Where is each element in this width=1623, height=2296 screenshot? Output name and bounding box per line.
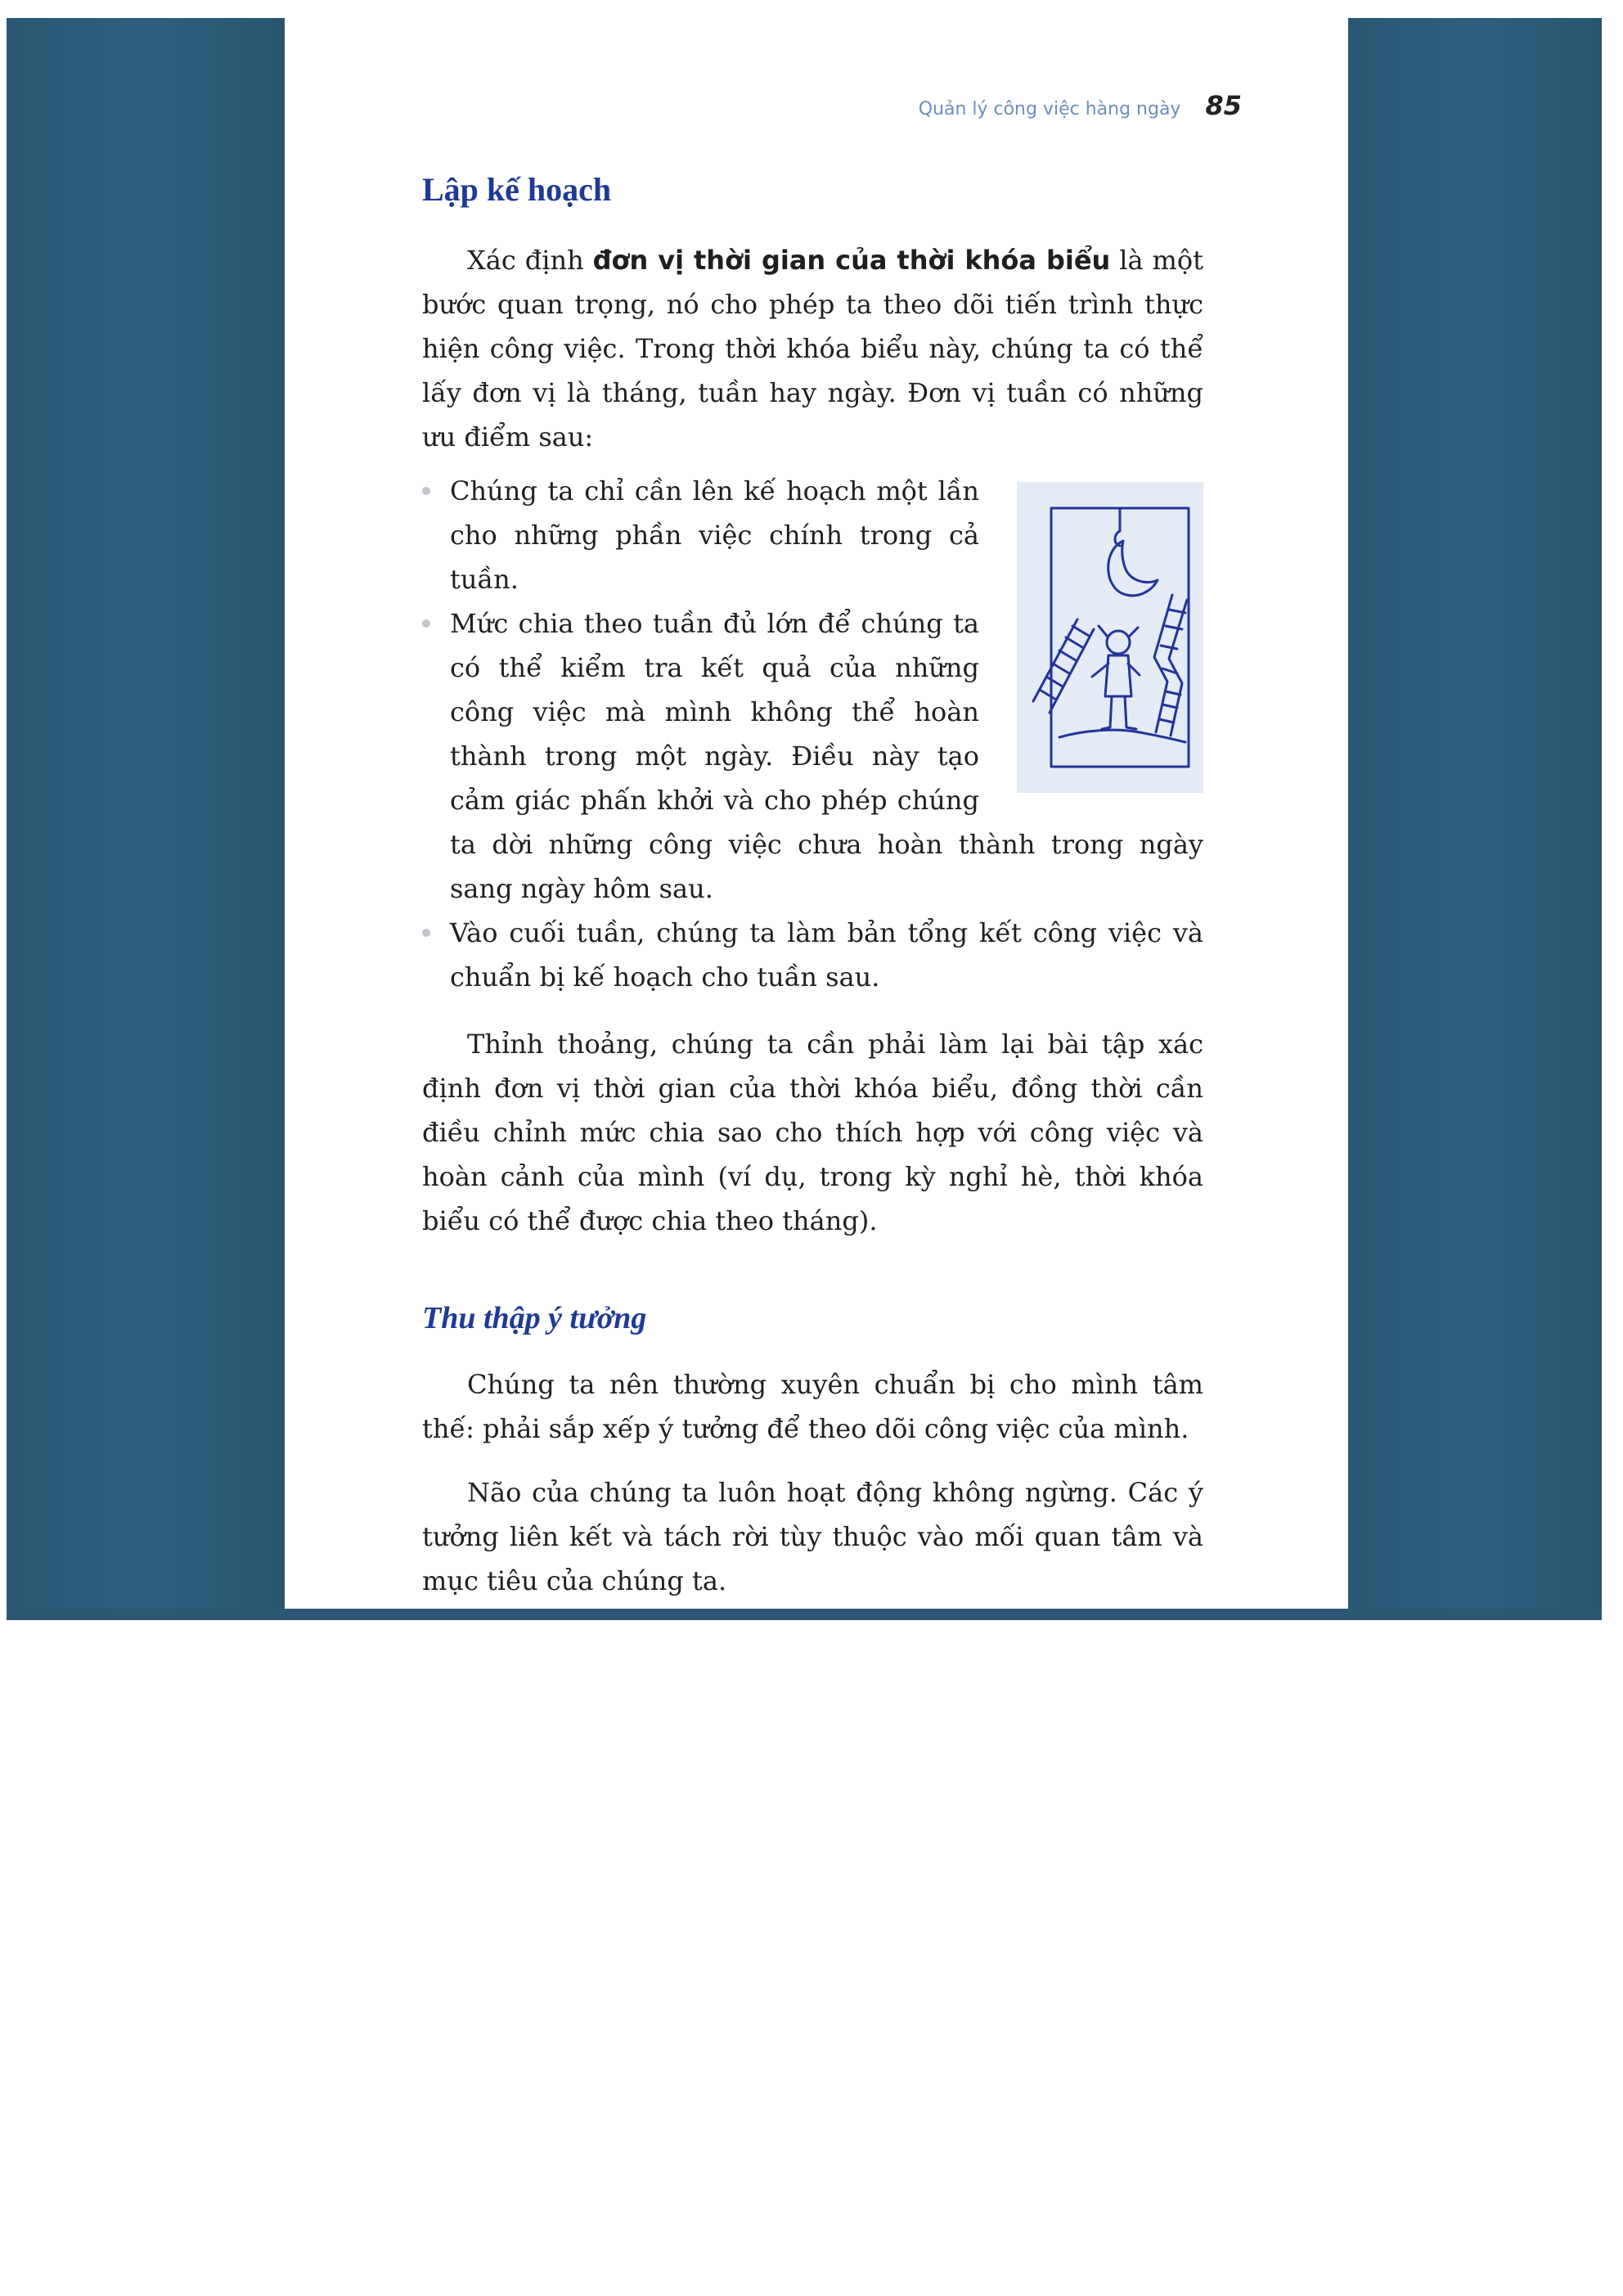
subsection-paragraph-2: Não của chúng ta luôn hoạt động không ngừng. Các ý tưởng liên kết và tách rời tùy thuộc vào mối quan tâm và mục tiêu của chúng ta. bbox=[422, 1477, 1203, 1596]
list-item bbox=[422, 469, 1203, 601]
subsection-title: Thu thập ý tưởng bbox=[422, 1301, 647, 1335]
section-title: Lập kế hoạch bbox=[422, 171, 612, 208]
bottom-background-strip bbox=[7, 1609, 1602, 1620]
section-paragraph-2: Thỉnh thoảng, chúng ta cần phải làm lại bài tập xác định đơn vị thời gian của thời khóa biểu, đồng thời cần điều chỉnh mức chia sao cho thích hợp với công việc và hoàn cảnh của mình (ví dụ, trong kỳ nghỉ hè, thời khóa biểu có thể được chia theo tháng). bbox=[422, 1029, 1203, 1236]
list-item bbox=[422, 601, 1203, 911]
bullet-dot-icon bbox=[422, 619, 430, 628]
list-item bbox=[422, 911, 1203, 999]
bullet-dot-icon bbox=[422, 487, 430, 495]
right-background-band bbox=[1348, 18, 1602, 1620]
list-item-text: Chúng ta chỉ cần lên kế hoạch một lần cho những phần việc chính trong cả tuần. bbox=[450, 475, 979, 595]
bullet-dot-icon bbox=[422, 929, 430, 937]
running-header bbox=[919, 90, 1242, 121]
intro-paragraph bbox=[422, 238, 1203, 459]
page-number: 85 bbox=[1205, 90, 1242, 121]
subsection-paragraph-1: Chúng ta nên thường xuyên chuẩn bị cho mình tâm thế: phải sắp xếp ý tưởng để theo dõi công việc của mình. bbox=[422, 1369, 1203, 1444]
page-content bbox=[422, 170, 1203, 1603]
bullet-block bbox=[422, 469, 1203, 999]
intro-text-after: là một bước quan trọng, nó cho phép ta theo dõi tiến trình thực hiện công việc. Trong thời khóa biểu này, chúng ta có thể lấy đơn vị là tháng, tuần hay ngày. Đơn vị tuần có những ưu điểm sau: bbox=[422, 245, 1204, 452]
list-item-text: Vào cuối tuần, chúng ta làm bản tổng kết công việc và chuẩn bị kế hoạch cho tuần sau. bbox=[450, 917, 1203, 993]
bullet-list bbox=[422, 469, 1203, 999]
left-background-band bbox=[7, 18, 285, 1620]
list-item-text: Mức chia theo tuần đủ lớn để chúng ta có thể kiểm tra kết quả của những công việc mà mình không thể hoàn thành trong một ngày. Điều này tạo cảm giác phấn khởi và cho phép chúng ta dời những công việc chưa hoàn thành trong ngày sang ngày hôm sau. bbox=[450, 608, 1203, 904]
intro-bold-term: đơn vị thời gian của thời khóa biểu bbox=[592, 245, 1111, 276]
book-page bbox=[285, 15, 1348, 1604]
running-title: Quản lý công việc hàng ngày bbox=[918, 99, 1181, 119]
intro-text-before: Xác định bbox=[467, 245, 593, 276]
